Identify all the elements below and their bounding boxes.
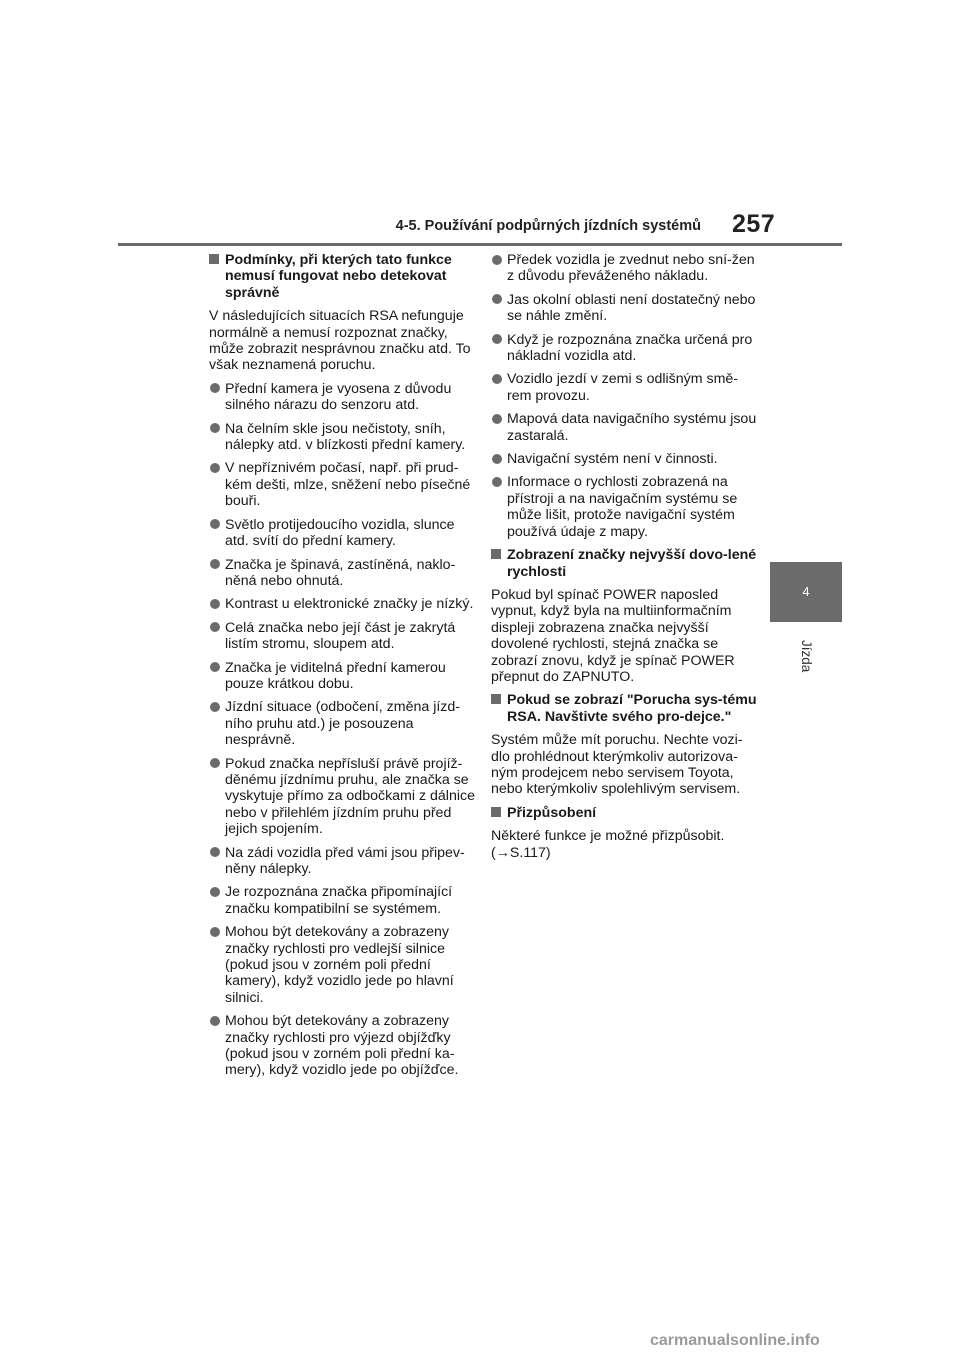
- list-item-text: Předek vozidla je zvednut nebo sní-žen z důvodu převáženého nákladu.: [507, 252, 755, 285]
- intro-paragraph: V následujících situacích RSA nefunguje normálně a nemusí rozpoznat značky, může zobrazit nesprávnou značku atd. To však neznamená poruchu.: [209, 308, 471, 374]
- circle-bullet-icon: [210, 887, 220, 897]
- right-column: [491, 252, 757, 868]
- circle-bullet-icon: [492, 477, 502, 487]
- heading-text: Zobrazení značky nejvyšší dovo-lené rychlosti: [507, 547, 757, 580]
- list-item-text: Celá značka nebo její část je zakrytá listím stromu, sloupem atd.: [225, 619, 456, 653]
- list-item: [209, 421, 477, 454]
- list-item-text: Jas okolní oblasti není dostatečný nebo se náhle změní.: [507, 291, 756, 325]
- circle-bullet-icon: [210, 1016, 220, 1026]
- bullet-list: [209, 381, 477, 1079]
- list-item-text: Mohou být detekovány a zobrazeny značky rychlosti pro vedlejší silnice (pokud jsou v zorném poli přední kamery), když vozidlo jede po hlavní silnici.: [225, 924, 454, 1006]
- list-item: [491, 332, 757, 365]
- list-item: [209, 596, 477, 612]
- circle-bullet-icon: [210, 847, 220, 857]
- circle-bullet-icon: [210, 423, 220, 433]
- list-item-text: Kontrast u elektronické značky je nízký.: [225, 596, 474, 613]
- list-item: [209, 699, 477, 748]
- list-item-text: Když je rozpoznána značka určená pro nákladní vozidla atd.: [507, 331, 753, 365]
- list-item: [209, 1013, 477, 1079]
- circle-bullet-icon: [492, 374, 502, 384]
- list-item-text: Přední kamera je vyosena z důvodu silného nárazu do senzoru atd.: [225, 380, 452, 414]
- list-item-text: Mohou být detekovány a zobrazeny značky rychlosti pro výjezd objížďky (pokud jsou v zorném poli přední ka-mery), když vozidlo jede po objížďce.: [225, 1013, 459, 1079]
- circle-bullet-icon: [210, 758, 220, 768]
- list-item-text: Světlo protijedoucího vozidla, slunce atd. svítí do přední kamery.: [225, 516, 455, 550]
- bullet-list: [491, 252, 757, 540]
- section-heading: [491, 692, 757, 725]
- list-item: [209, 756, 477, 838]
- circle-bullet-icon: [210, 702, 220, 712]
- header-divider: [118, 243, 842, 246]
- chapter-label: Jízda: [799, 640, 814, 673]
- list-item-text: Mapová data navigačního systému jsou zastaralá.: [507, 411, 757, 444]
- list-item-text: V nepříznivém počasí, např. při prud-kém dešti, mlze, sněžení nebo písečné bouři.: [225, 460, 471, 510]
- list-item: [491, 451, 757, 467]
- circle-bullet-icon: [210, 559, 220, 569]
- list-item-text: Pokud značka nepřísluší právě projíž-děnému jízdnímu pruhu, ale značka se vyskytuje přímo za odbočkami z dálnice nebo v přilehlém jízdním pruhu před jejich spojením.: [225, 755, 475, 838]
- list-item: [209, 517, 477, 550]
- list-item: [491, 371, 757, 404]
- list-item: [491, 292, 757, 325]
- list-item-text: Navigační systém není v činnosti.: [507, 451, 718, 468]
- list-item: [209, 845, 477, 878]
- circle-bullet-icon: [210, 383, 220, 393]
- circle-bullet-icon: [492, 294, 502, 304]
- paragraph: Pokud byl spínač POWER naposled vypnut, když byla na multiinformačním displeji zobrazena značka nejvyšší dovolené rychlosti, stejná značka se zobrazí znovu, když je spínač POWER přepnut do ZAPNUTO.: [491, 586, 735, 685]
- list-item: [491, 474, 757, 540]
- list-item: [209, 884, 477, 917]
- square-bullet-icon: [491, 694, 501, 704]
- list-item-text: Na čelním skle jsou nečistoty, sníh, nálepky atd. v blízkosti přední kamery.: [225, 420, 466, 454]
- watermark: carmanualsonline.info: [650, 1332, 820, 1349]
- circle-bullet-icon: [492, 255, 502, 265]
- list-item-text: Informace o rychlosti zobrazená na přístroji a na navigačním systému se může lišit, protože navigační systém používá údaje z mapy.: [507, 474, 738, 540]
- square-bullet-icon: [209, 254, 219, 264]
- list-item: [209, 381, 477, 414]
- heading-text: Pokud se zobrazí "Porucha sys-tému RSA. Navštivte svého pro-dejce.": [507, 692, 757, 725]
- section-title: 4-5. Používání podpůrných jízdních systémů: [395, 218, 701, 234]
- circle-bullet-icon: [210, 463, 220, 473]
- square-bullet-icon: [491, 549, 501, 559]
- section-heading: [209, 252, 477, 301]
- list-item-text: Je rozpoznána značka připomínající značku kompatibilní se systémem.: [225, 884, 453, 917]
- paragraph: Systém může mít poruchu. Nechte vozi-dlo prohlédnout kterýmkoliv autorizova-ným prodejcem nebo servisem Toyota, nebo kterýmkoliv spolehlivým servisem.: [491, 732, 743, 798]
- list-item-text: Jízdní situace (odbočení, změna jízd-ního pruhu atd.) je posouzena nesprávně.: [225, 699, 461, 749]
- circle-bullet-icon: [492, 414, 502, 424]
- circle-bullet-icon: [210, 662, 220, 672]
- page-number: 257: [732, 210, 776, 238]
- list-item: [209, 557, 477, 590]
- list-item: [209, 620, 477, 653]
- circle-bullet-icon: [210, 599, 220, 609]
- section-heading: [491, 805, 757, 821]
- circle-bullet-icon: [210, 622, 220, 632]
- list-item-text: Značka je špinavá, zastíněná, naklo-něná nebo ohnutá.: [225, 556, 456, 589]
- circle-bullet-icon: [492, 454, 502, 464]
- list-item: [491, 252, 757, 285]
- circle-bullet-icon: [492, 334, 502, 344]
- heading-text: Přizpůsobení: [507, 804, 597, 821]
- page-reference-link[interactable]: Některé funkce je možné přizpůsobit. (→S.117): [491, 828, 725, 861]
- list-item: [491, 411, 757, 444]
- section-heading: [491, 547, 757, 580]
- heading-text: Podmínky, při kterých tato funkce nemusí fungovat nebo detekovat správně: [225, 252, 452, 301]
- square-bullet-icon: [491, 807, 501, 817]
- circle-bullet-icon: [210, 927, 220, 937]
- left-column: [209, 252, 477, 1086]
- chapter-tab[interactable]: 4: [770, 562, 842, 622]
- list-item-text: Na zádi vozidla před vámi jsou připev-něny nálepky.: [225, 844, 465, 877]
- list-item: [209, 924, 477, 1006]
- circle-bullet-icon: [210, 519, 220, 529]
- list-item: [209, 460, 477, 509]
- list-item-text: Značka je viditelná přední kamerou pouze krátkou dobu.: [225, 659, 446, 692]
- list-item: [209, 660, 477, 693]
- list-item-text: Vozidlo jezdí v zemi s odlišným smě-rem provozu.: [507, 371, 739, 404]
